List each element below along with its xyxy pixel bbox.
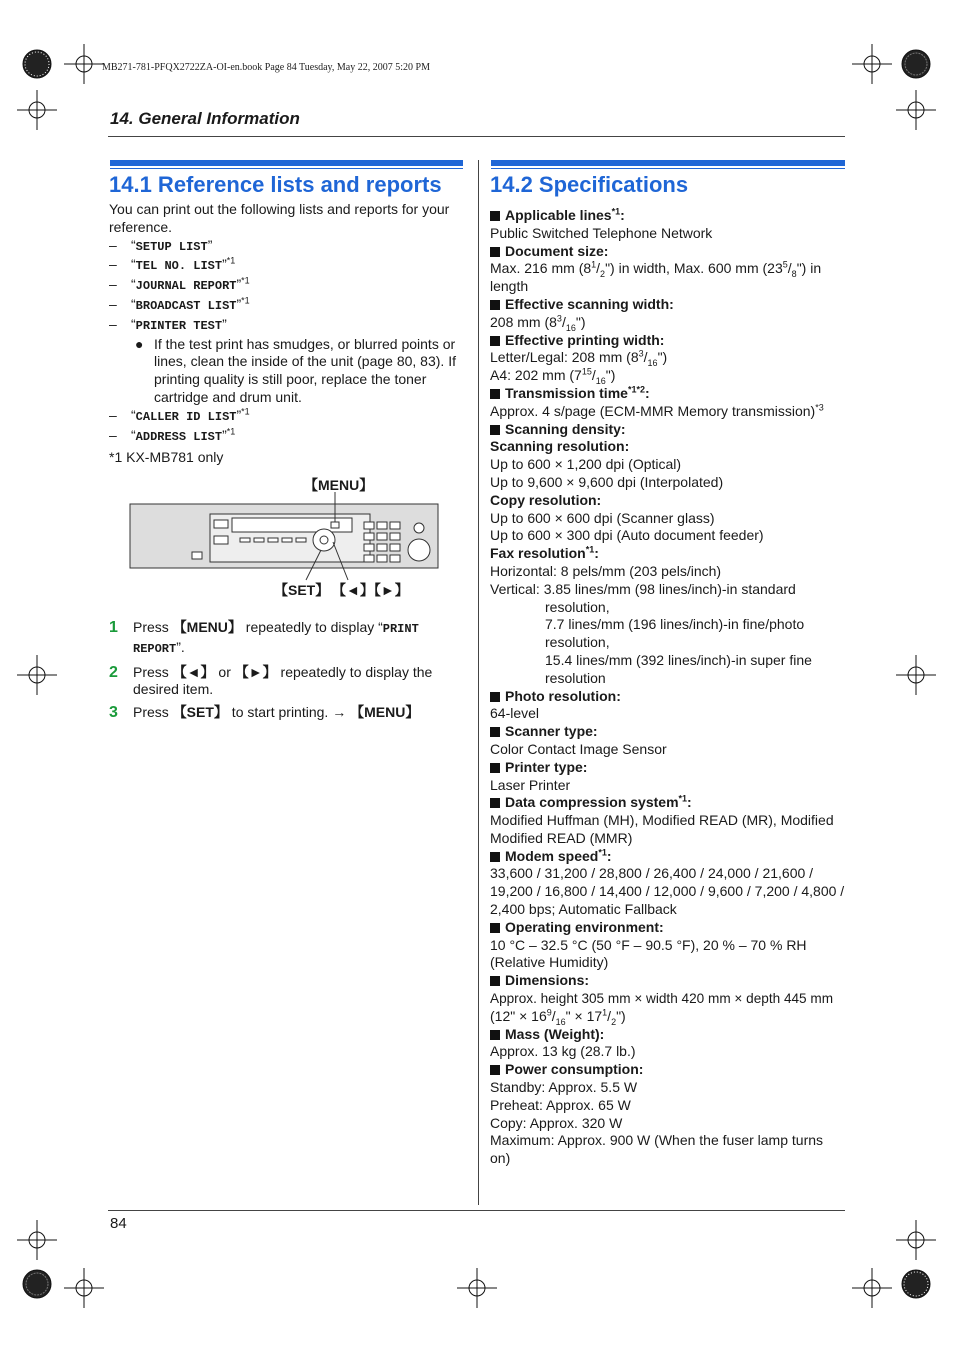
spec-heading: Effective printing width: [490, 332, 845, 350]
spec-value: resolution, [545, 634, 610, 651]
square-bullet-icon [490, 1030, 500, 1040]
square-bullet-icon [490, 211, 500, 221]
bullet-icon: ● [135, 335, 144, 352]
square-bullet-icon [490, 976, 500, 986]
spec-heading: Data compression system$^{*1}$: [490, 794, 845, 812]
list-item: – “TEL NO. LIST”$^{*1}$ [109, 255, 236, 274]
square-bullet-icon [490, 247, 500, 257]
square-bullet-icon [490, 389, 500, 399]
spec-value: Up to 600 × 600 dpi (Scanner glass) [490, 509, 715, 526]
spec-value: Up to 600 × 1,200 dpi (Optical) [490, 456, 682, 473]
spec-value: Maximum: Approx. 900 W (When the fuser lamp turns on) [490, 1132, 824, 1167]
spec-value: Letter/Legal: 208 mm $(8^3/_{16}")$ [490, 348, 668, 369]
square-bullet-icon [490, 852, 500, 862]
spec-value: Approx. height 305 mm × width 420 mm × depth 445 mm [490, 991, 834, 1007]
right-heading-underline [491, 168, 845, 169]
list-item: – “BROADCAST LIST”$^{*1}$ [109, 295, 250, 313]
page-number: 84 [110, 1215, 127, 1232]
spec-value: Laser Printer [490, 776, 571, 793]
square-bullet-icon [490, 425, 500, 435]
spec-value: 33,600 / 31,200 / 28,800 / 26,400 / 24,000 / 21,600 / 19,200 / 16,800 / 14,400 / 12,000 / 9,600 / 7,200 / 4,800 / 2,400 bps; Automatic Fallback [490, 865, 845, 918]
spec-value: Max. 216 mm $(8^1/_2")$ in width, Max. 600 mm $(23^5/_8")$ in length [490, 259, 822, 295]
spec-value: Horizontal: 8 pels/mm (203 pels/inch) [490, 562, 722, 579]
footer-rule [108, 1210, 845, 1211]
square-bullet-icon [490, 798, 500, 808]
spec-subheading: Scanning resolution: [490, 438, 630, 455]
spec-heading: Printer type: [490, 759, 845, 777]
square-bullet-icon [490, 692, 500, 702]
square-bullet-icon [490, 763, 500, 773]
steps [109, 619, 464, 727]
specifications [490, 207, 845, 1168]
left-column-text [109, 201, 464, 467]
spec-heading: Scanning density: [490, 421, 845, 439]
spec-subheading: Copy resolution: [490, 491, 602, 508]
spec-value: resolution, [545, 598, 610, 615]
heading-reference-lists: 14.1 Reference lists and reports [109, 172, 442, 197]
spec-heading: Mass (Weight): [490, 1026, 845, 1044]
spec-value: Preheat: Approx. 65 W [490, 1096, 631, 1113]
spec-value: Color Contact Image Sensor [490, 740, 667, 757]
square-bullet-icon [490, 727, 500, 737]
list-item: – “ADDRESS LIST”$^{*1}$ [109, 425, 236, 444]
square-bullet-icon [490, 1065, 500, 1075]
section-title: 14. General Information [110, 109, 300, 128]
spec-value: 64-level [490, 705, 540, 722]
square-bullet-icon [490, 336, 500, 346]
diagram-label-arrows: 【◄】【►】 [332, 582, 409, 598]
column-divider [478, 160, 479, 1205]
spec-subheading: Fax resolution$^{*1}$: [490, 544, 599, 562]
step-3: 3 Press 【SET】 to start printing. → 【MENU】 [109, 704, 420, 722]
control-panel-diagram [128, 492, 443, 582]
spec-value: Standby: Approx. 5.5 W [490, 1079, 638, 1096]
diagram-label-menu: 【MENU】 [304, 477, 374, 493]
spec-value: 15.4 lines/mm (392 lines/inch)-in super fine [545, 651, 812, 668]
spec-value: (12" × $16^9/_{16}$" × $17^1/_2$") [490, 1007, 626, 1027]
spec-value: Copy: Approx. 320 W [490, 1114, 623, 1131]
spec-heading: Photo resolution: [490, 688, 845, 706]
heading-specifications: 14.2 Specifications [490, 172, 689, 197]
spec-value: 10 °C – 32.5 °C (50 °F – 90.5 °F), 20 % – 70 % RH (Relative Humidity) [490, 936, 807, 971]
arrow-right-icon: → [332, 704, 347, 721]
list-item: – “JOURNAL REPORT”$^{*1}$ [109, 275, 250, 294]
spec-heading: Applicable lines$^{*1}$: [490, 207, 845, 225]
spec-value: Up to 9,600 × 9,600 dpi (Interpolated) [490, 473, 724, 490]
list-item: – “PRINTER TEST” [109, 315, 227, 333]
spec-heading: Power consumption: [490, 1061, 845, 1079]
spec-value: Modified Huffman (MH), Modified READ (MR), Modified Modified READ (MMR) [490, 812, 834, 846]
spec-heading: Operating environment: [490, 919, 845, 937]
spec-value: resolution [545, 669, 606, 686]
spec-value: Approx. 4 s/page (ECM-MMR Memory transmission)$^{*3}$ [490, 402, 824, 419]
spec-value: Public Switched Telephone Network [490, 224, 713, 241]
printer-test-note: ● If the test print has smudges, or blurred points or lines, clean the inside of the unit (page 80, 83). If printing quality is still poor, replace the toner cartridge and drum unit. [135, 335, 456, 405]
list-item: – “SETUP LIST” [109, 236, 213, 254]
header-rule [108, 136, 845, 137]
spec-value: 208 mm $(8^3/_{16}")$ [490, 313, 586, 333]
spec-heading: Document size: [490, 243, 845, 261]
spec-value: Approx. 13 kg (28.7 lb.) [490, 1043, 636, 1060]
spec-heading: Dimensions: [490, 972, 845, 990]
spec-heading: Effective scanning width: [490, 296, 845, 314]
left-heading-underline [110, 168, 463, 169]
intro-text: You can print out the following lists and reports for your reference. [109, 201, 450, 235]
spec-value: Vertical: 3.85 lines/mm (98 lines/inch)-in standard [490, 580, 796, 597]
left-heading-bar [110, 160, 463, 166]
spec-value: Up to 600 × 300 dpi (Auto document feeder) [490, 527, 764, 544]
spec-value: 7.7 lines/mm (196 lines/inch)-in fine/photo [545, 616, 805, 633]
step-1: 1 Press 【MENU】 repeatedly to display “PRINT REPORT”. [109, 619, 419, 656]
list-item: – “CALLER ID LIST”$^{*1}$ [109, 406, 250, 424]
spec-heading: Modem speed$^{*1}$: [490, 848, 845, 866]
square-bullet-icon [490, 923, 500, 933]
square-bullet-icon [490, 300, 500, 310]
spec-heading: Transmission time$^{*1*2}$: [490, 385, 845, 403]
footnote: *1 KX-MB781 only [109, 449, 224, 466]
right-heading-bar [491, 160, 845, 166]
file-info-line: MB271-781-PFQX2722ZA-OI-en.book Page 84 Tuesday, May 22, 2007 5:20 PM [102, 62, 430, 73]
diagram-label-set: 【SET】 [274, 582, 330, 598]
spec-heading: Scanner type: [490, 723, 845, 741]
step-2: 2 Press 【◄】 or 【►】 repeatedly to display the desired item. [109, 663, 433, 698]
spec-value: A4: 202 mm $(7^{15}/_{16}")$ [490, 366, 616, 386]
